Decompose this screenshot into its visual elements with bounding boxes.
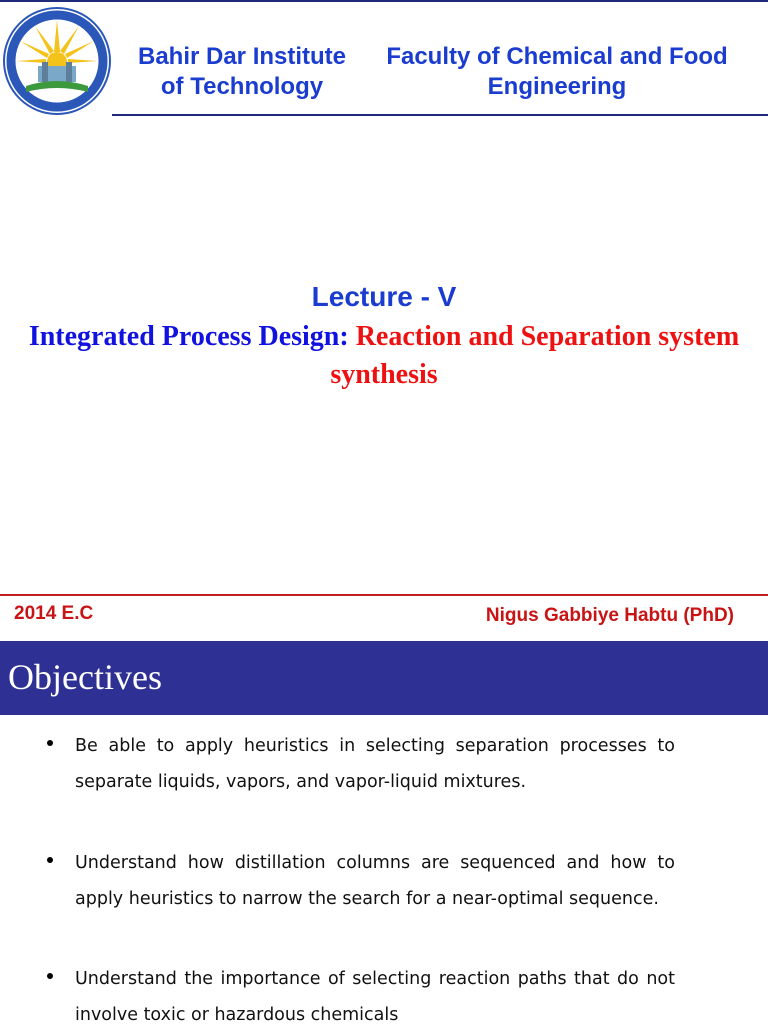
subtitle-focus: Reaction and Separation system synthesis (330, 321, 740, 390)
bullet-icon (47, 857, 53, 863)
university-logo (2, 6, 112, 116)
objective-text: Understand the importance of selecting reaction paths that do not involve toxic or hazardous chemicals (75, 969, 675, 1025)
objective-text: Be able to apply heuristics in selecting separation processes to separate liquids, vapors, and vapor-liquid mixtures. (75, 736, 675, 792)
footer-divider (0, 594, 768, 596)
top-rule (0, 0, 768, 2)
subtitle-topic: Integrated Process Design: (28, 321, 349, 352)
lecture-subtitle (20, 318, 748, 394)
academic-year: 2014 E.C (14, 603, 94, 624)
bullet-icon (47, 973, 53, 979)
lecture-title: Lecture - V (311, 281, 457, 312)
institute-name: Bahir Dar Institute of Technology (137, 43, 347, 100)
objective-text: Understand how distillation columns are sequenced and how to apply heuristics to narrow the search for a near-optimal sequence. (75, 853, 675, 909)
faculty-name: Faculty of Chemical and Food Engineering (386, 43, 728, 100)
header-divider (112, 114, 768, 116)
objectives-heading: Objectives (8, 657, 162, 697)
bullet-icon (47, 740, 53, 746)
author-name: Nigus Gabbiye Habtu (PhD) (485, 605, 734, 626)
